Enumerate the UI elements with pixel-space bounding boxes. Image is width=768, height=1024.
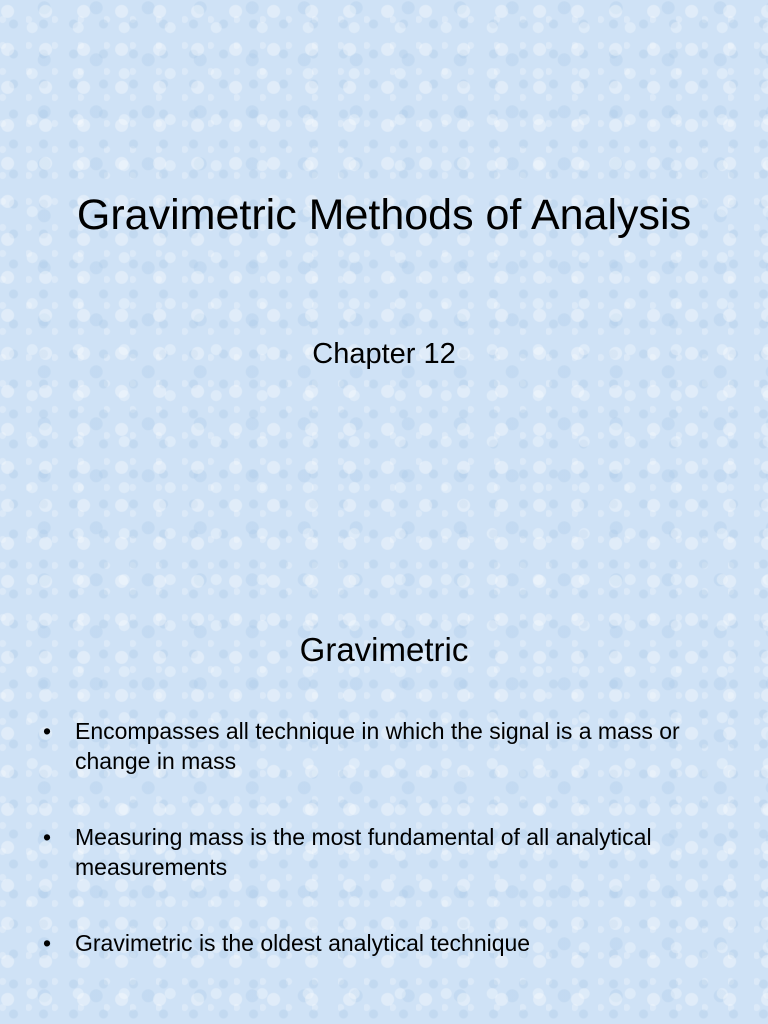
bullet-item [43, 822, 733, 882]
bullet-list [43, 716, 733, 1004]
bullet-text: Measuring mass is the most fundamental of all analytical measurements [75, 824, 652, 880]
bullet-text: Encompasses all technique in which the signal is a mass or change in mass [75, 718, 680, 774]
slide-heading: Gravimetric [299, 631, 469, 668]
bullet-item [43, 716, 733, 776]
bullet-text: Gravimetric is the oldest analytical technique [75, 930, 531, 956]
bullet-item [43, 928, 733, 958]
bullet-icon: • [43, 930, 52, 956]
slide-subtitle: Chapter 12 [312, 338, 456, 370]
slide-title: Gravimetric Methods of Analysis [76, 191, 692, 239]
bullet-icon: • [43, 824, 52, 850]
bullet-icon: • [43, 718, 52, 744]
